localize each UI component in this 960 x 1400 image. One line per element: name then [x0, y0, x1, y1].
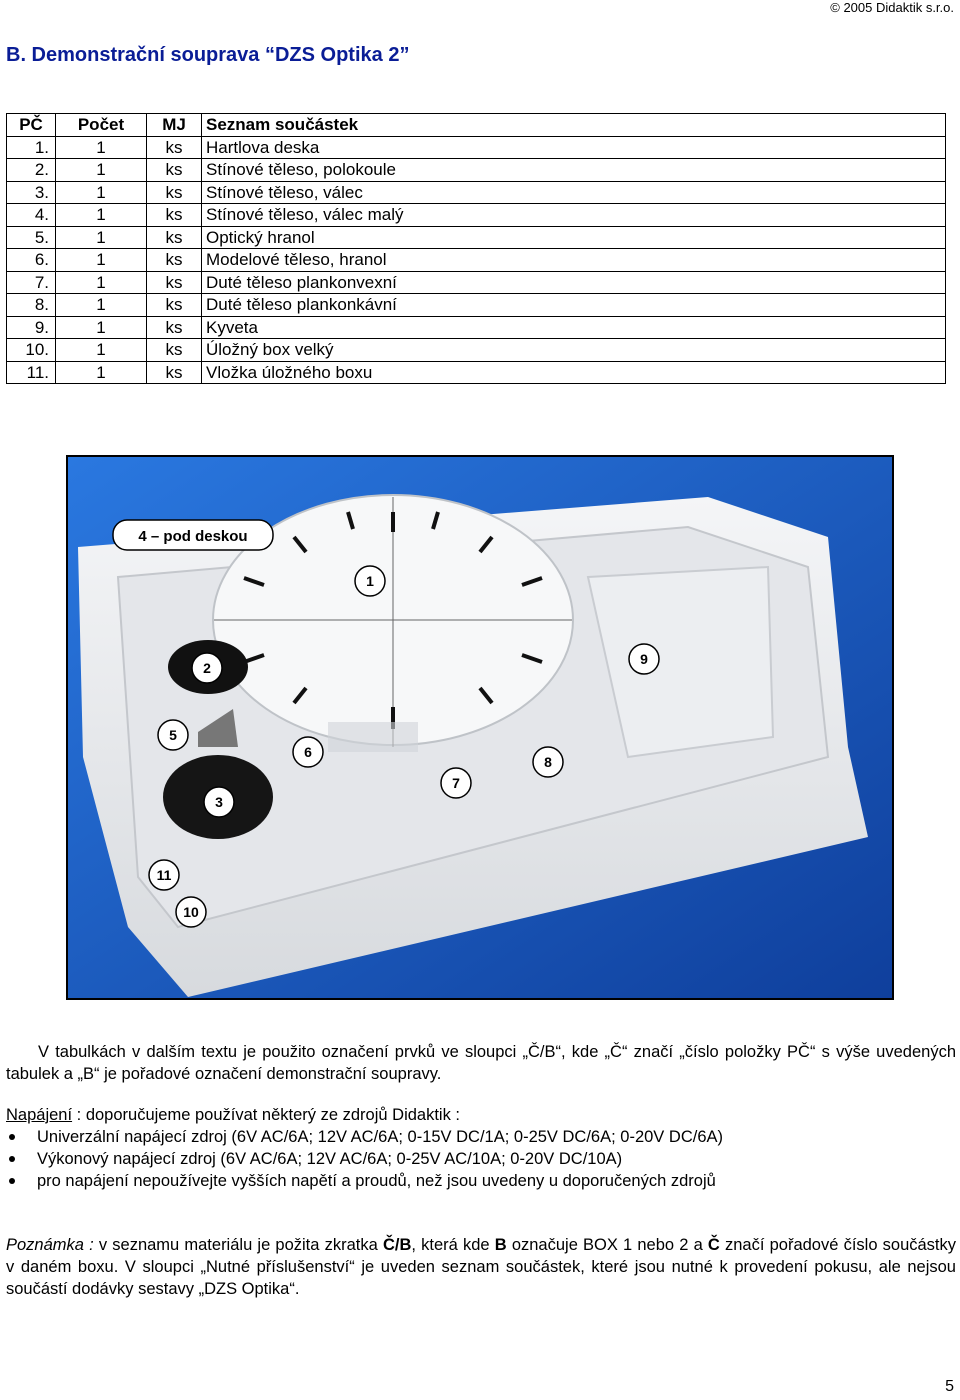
photo-illustration — [68, 457, 892, 998]
callout-label-5: 5 — [169, 727, 177, 743]
cell-part: Stínové těleso, válec malý — [202, 204, 946, 227]
model-prism — [328, 722, 418, 752]
header-unit: MJ — [147, 114, 202, 137]
cell-part: Duté těleso plankonvexní — [202, 271, 946, 294]
cell-count: 1 — [56, 271, 147, 294]
table-row — [7, 361, 946, 384]
cell-pc: 3. — [7, 181, 56, 204]
cell-part: Modelové těleso, hranol — [202, 249, 946, 272]
cell-unit: ks — [147, 271, 202, 294]
note-label: Poznámka : — [6, 1236, 94, 1254]
product-photo — [66, 455, 894, 1000]
header-parts-list: Seznam součástek — [202, 114, 946, 137]
callout-label-10: 10 — [183, 904, 199, 920]
paragraph-notation: V tabulkách v dalším textu je použito označení prvků ve sloupci „Č/B“, kde „Č“ značí „číslo položky PČ“ s výše uvedených tabulek a „B“ je pořadové označení demonstrační soupravy. — [6, 1043, 956, 1083]
list-item: pro napájení nepoužívejte vyšších napětí a proudů, než jsou uvedeny u doporučených zdrojů — [6, 1170, 723, 1192]
callout-label-8: 8 — [544, 754, 552, 770]
cell-pc: 10. — [7, 339, 56, 362]
paragraph-note — [6, 1234, 956, 1300]
table-row — [7, 339, 946, 362]
cell-pc: 7. — [7, 271, 56, 294]
cell-unit: ks — [147, 316, 202, 339]
cell-unit: ks — [147, 294, 202, 317]
table-row — [7, 294, 946, 317]
list-item: Univerzální napájecí zdroj (6V AC/6A; 12V AC/6A; 0-15V DC/1A; 0-25V DC/6A; 0-20V DC/6A) — [6, 1126, 723, 1148]
paragraph-power — [6, 1104, 956, 1126]
cell-part: Úložný box velký — [202, 339, 946, 362]
cell-part: Vložka úložného boxu — [202, 361, 946, 384]
cell-unit: ks — [147, 181, 202, 204]
cell-unit: ks — [147, 361, 202, 384]
callout-label-1: 1 — [366, 573, 374, 589]
parts-table — [6, 113, 946, 384]
cell-unit: ks — [147, 249, 202, 272]
callout-label-2: 2 — [203, 660, 211, 676]
callout-label-11: 11 — [156, 867, 172, 883]
cell-unit: ks — [147, 339, 202, 362]
table-row — [7, 316, 946, 339]
note-B: B — [494, 1236, 507, 1254]
cell-pc: 6. — [7, 249, 56, 272]
cell-pc: 1. — [7, 136, 56, 159]
cell-part: Kyveta — [202, 316, 946, 339]
cell-count: 1 — [56, 361, 147, 384]
table-row — [7, 226, 946, 249]
cell-part: Optický hranol — [202, 226, 946, 249]
header-pc: PČ — [7, 114, 56, 137]
cell-pc: 5. — [7, 226, 56, 249]
cell-count: 1 — [56, 181, 147, 204]
callout-label-7: 7 — [452, 775, 460, 791]
cell-unit: ks — [147, 159, 202, 182]
table-row — [7, 204, 946, 227]
cell-unit: ks — [147, 136, 202, 159]
cell-count: 1 — [56, 159, 147, 182]
cell-part: Hartlova deska — [202, 136, 946, 159]
cell-part: Stínové těleso, polokoule — [202, 159, 946, 182]
cell-count: 1 — [56, 294, 147, 317]
power-supply-list — [6, 1126, 723, 1192]
header-count: Počet — [56, 114, 147, 137]
note-C: Č — [707, 1236, 720, 1254]
table-row — [7, 181, 946, 204]
callout-4 — [113, 520, 273, 550]
cell-unit: ks — [147, 204, 202, 227]
page-number: 5 — [945, 1378, 954, 1395]
copyright: © 2005 Didaktik s.r.o. — [830, 0, 954, 15]
cell-count: 1 — [56, 249, 147, 272]
cell-pc: 9. — [7, 316, 56, 339]
table-row — [7, 271, 946, 294]
callout-4-text: 4 – pod deskou — [138, 528, 248, 545]
note-text-d: značí pořadové číslo součástky v daném boxu. V sloupci „Nutné příslušenství“ je uveden seznam součástek, které jsou nutné k provedení pokusu, ale nejsou součástí dodávky sestavy „DZS Optika“. — [6, 1236, 957, 1298]
note-text-b: , která kde — [411, 1236, 495, 1254]
section-title: B. Demonstrační souprava “DZS Optika 2” — [6, 44, 410, 66]
note-cb: Č/B — [382, 1236, 412, 1254]
cell-pc: 8. — [7, 294, 56, 317]
callout-label-6: 6 — [304, 744, 312, 760]
cell-pc: 2. — [7, 159, 56, 182]
cell-pc: 11. — [7, 361, 56, 384]
power-intro: : doporučujeme používat některý ze zdrojů Didaktik : — [72, 1106, 461, 1124]
cell-part: Stínové těleso, válec — [202, 181, 946, 204]
note-text-a: v seznamu materiálu je požita zkratka — [93, 1236, 383, 1254]
table-row — [7, 159, 946, 182]
callout-label-9: 9 — [640, 651, 648, 667]
cell-count: 1 — [56, 136, 147, 159]
table-row — [7, 249, 946, 272]
list-item: Výkonový napájecí zdroj (6V AC/6A; 12V AC/6A; 0-25V AC/10A; 0-20V DC/10A) — [6, 1148, 723, 1170]
table-header-row — [7, 114, 946, 137]
cell-pc: 4. — [7, 204, 56, 227]
cell-count: 1 — [56, 204, 147, 227]
callout-label-3: 3 — [215, 794, 223, 810]
note-text-c: označuje BOX 1 nebo 2 a — [506, 1236, 708, 1254]
cell-count: 1 — [56, 226, 147, 249]
cell-count: 1 — [56, 316, 147, 339]
cell-part: Duté těleso plankonkávní — [202, 294, 946, 317]
table-row — [7, 136, 946, 159]
power-label: Napájení — [6, 1106, 73, 1124]
cell-count: 1 — [56, 339, 147, 362]
cell-unit: ks — [147, 226, 202, 249]
